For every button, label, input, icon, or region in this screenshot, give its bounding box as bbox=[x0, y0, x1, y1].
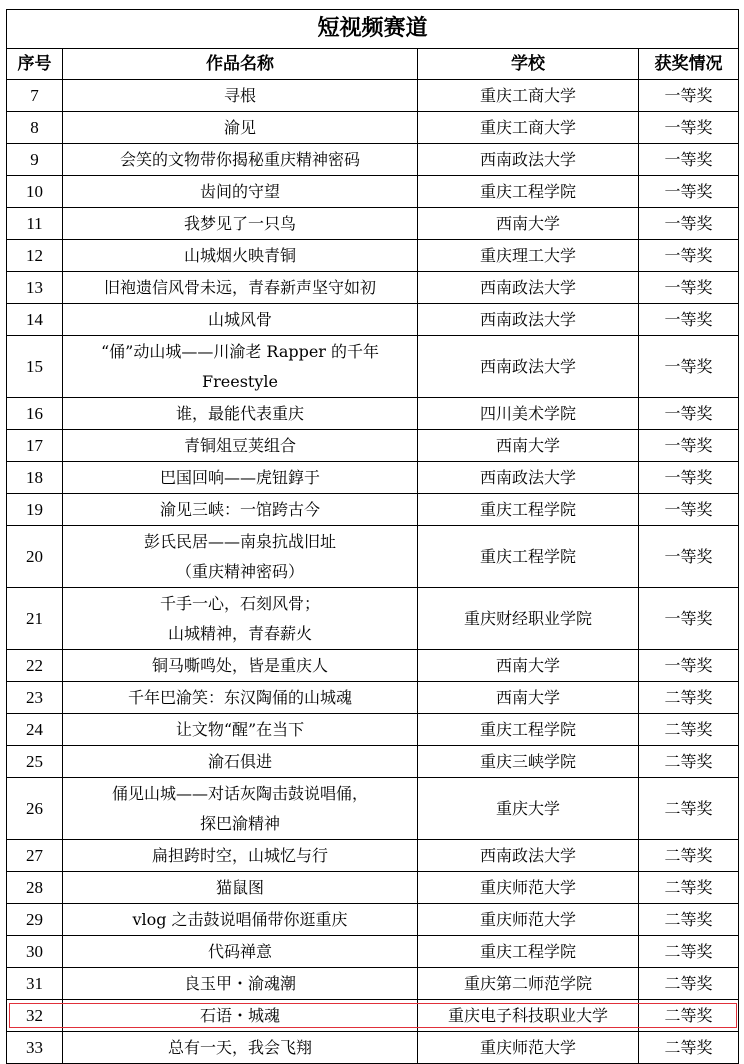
cell-school: 重庆电子科技职业大学 bbox=[418, 1000, 639, 1032]
cell-work bbox=[63, 304, 418, 336]
cell-no: 25 bbox=[7, 746, 63, 778]
cell-award: 二等奖 bbox=[639, 778, 739, 840]
cell-school: 重庆工程学院 bbox=[418, 494, 639, 526]
cell-work bbox=[63, 936, 418, 968]
work-line: vlog 之击鼓说唱俑带你逛重庆 bbox=[132, 909, 348, 929]
cell-school: 西南政法大学 bbox=[418, 336, 639, 398]
table-row bbox=[7, 588, 739, 650]
cell-no: 8 bbox=[7, 112, 63, 144]
cell-no: 19 bbox=[7, 494, 63, 526]
cell-school: 重庆工程学院 bbox=[418, 526, 639, 588]
work-line: 石语・城魂 bbox=[199, 1005, 280, 1025]
table-row bbox=[7, 336, 739, 398]
work-line: 彭氏民居——南泉抗战旧址 bbox=[143, 531, 336, 551]
cell-no: 28 bbox=[7, 872, 63, 904]
cell-work bbox=[63, 872, 418, 904]
cell-school: 重庆第二师范学院 bbox=[418, 968, 639, 1000]
cell-work bbox=[63, 840, 418, 872]
cell-work bbox=[63, 462, 418, 494]
work-line: Freestyle bbox=[202, 371, 278, 391]
cell-no: 17 bbox=[7, 430, 63, 462]
cell-award: 一等奖 bbox=[639, 588, 739, 650]
table-row bbox=[7, 462, 739, 494]
cell-no: 10 bbox=[7, 176, 63, 208]
table-row bbox=[7, 650, 739, 682]
cell-no: 30 bbox=[7, 936, 63, 968]
cell-award: 二等奖 bbox=[639, 872, 739, 904]
work-line: 代码禅意 bbox=[207, 941, 272, 961]
cell-no: 33 bbox=[7, 1032, 63, 1064]
cell-work bbox=[63, 682, 418, 714]
table-row bbox=[7, 398, 739, 430]
work-line: 扁担跨时空，山城忆与行 bbox=[151, 845, 328, 865]
table-row bbox=[7, 1032, 739, 1064]
cell-award: 二等奖 bbox=[639, 714, 739, 746]
cell-school: 重庆三峡学院 bbox=[418, 746, 639, 778]
cell-school: 重庆工程学院 bbox=[418, 936, 639, 968]
cell-school: 西南政法大学 bbox=[418, 462, 639, 494]
cell-no: 24 bbox=[7, 714, 63, 746]
work-line: 我梦见了一只鸟 bbox=[183, 213, 296, 233]
cell-no: 23 bbox=[7, 682, 63, 714]
work-line: 千手一心，石刻风骨； bbox=[159, 593, 320, 613]
cell-school: 西南政法大学 bbox=[418, 840, 639, 872]
work-line: 寻根 bbox=[223, 85, 256, 105]
cell-no: 14 bbox=[7, 304, 63, 336]
cell-work bbox=[63, 650, 418, 682]
cell-no: 7 bbox=[7, 80, 63, 112]
work-line: 让文物“醒”在当下 bbox=[175, 719, 305, 739]
table-row bbox=[7, 430, 739, 462]
work-line: 俑见山城——对话灰陶击鼓说唱俑， bbox=[111, 783, 368, 803]
cell-school: 重庆工程学院 bbox=[418, 714, 639, 746]
cell-award: 二等奖 bbox=[639, 1000, 739, 1032]
work-line: 会笑的文物带你揭秘重庆精神密码 bbox=[119, 149, 360, 169]
cell-no: 15 bbox=[7, 336, 63, 398]
table-row bbox=[7, 778, 739, 840]
cell-award: 一等奖 bbox=[639, 112, 739, 144]
cell-work bbox=[63, 526, 418, 588]
table-row bbox=[7, 304, 739, 336]
awards-table-container bbox=[6, 9, 738, 1064]
work-line: 巴国回响——虎钮錞于 bbox=[159, 467, 320, 487]
table-row bbox=[7, 904, 739, 936]
cell-work bbox=[63, 1000, 418, 1032]
cell-award: 一等奖 bbox=[639, 494, 739, 526]
work-line: 旧袍遗信风骨未远，青春新声坚守如初 bbox=[103, 277, 376, 297]
cell-no: 9 bbox=[7, 144, 63, 176]
table-row bbox=[7, 840, 739, 872]
cell-award: 一等奖 bbox=[639, 240, 739, 272]
work-line: 千年巴渝笑：东汉陶俑的山城魂 bbox=[127, 687, 352, 707]
table-title: 短视频赛道 bbox=[7, 10, 739, 49]
work-line: （重庆精神密码） bbox=[175, 561, 304, 581]
table-row bbox=[7, 936, 739, 968]
cell-award: 一等奖 bbox=[639, 304, 739, 336]
header-award: 获奖情况 bbox=[639, 49, 739, 80]
cell-school: 重庆师范大学 bbox=[418, 872, 639, 904]
cell-work bbox=[63, 904, 418, 936]
cell-award: 二等奖 bbox=[639, 936, 739, 968]
cell-no: 20 bbox=[7, 526, 63, 588]
cell-school: 重庆师范大学 bbox=[418, 904, 639, 936]
cell-school: 重庆大学 bbox=[418, 778, 639, 840]
cell-award: 一等奖 bbox=[639, 208, 739, 240]
cell-work bbox=[63, 398, 418, 430]
cell-work bbox=[63, 968, 418, 1000]
awards-table bbox=[6, 9, 739, 1064]
cell-no: 11 bbox=[7, 208, 63, 240]
header-no: 序号 bbox=[7, 49, 63, 80]
table-row bbox=[7, 208, 739, 240]
cell-school: 西南政法大学 bbox=[418, 272, 639, 304]
work-line: 谁，最能代表重庆 bbox=[175, 403, 304, 423]
work-line: 渝见三峡：一馆跨古今 bbox=[159, 499, 320, 519]
table-row bbox=[7, 176, 739, 208]
cell-work bbox=[63, 208, 418, 240]
work-line: 渝石俱进 bbox=[207, 751, 272, 771]
cell-school: 四川美术学院 bbox=[418, 398, 639, 430]
cell-school: 西南大学 bbox=[418, 650, 639, 682]
cell-award: 二等奖 bbox=[639, 746, 739, 778]
cell-award: 二等奖 bbox=[639, 682, 739, 714]
cell-school: 重庆理工大学 bbox=[418, 240, 639, 272]
table-row bbox=[7, 968, 739, 1000]
cell-award: 二等奖 bbox=[639, 968, 739, 1000]
work-line: 渝见 bbox=[223, 117, 256, 137]
cell-work bbox=[63, 714, 418, 746]
work-line: 铜马嘶鸣处，皆是重庆人 bbox=[151, 655, 328, 675]
table-row bbox=[7, 872, 739, 904]
cell-award: 一等奖 bbox=[639, 650, 739, 682]
cell-award: 一等奖 bbox=[639, 398, 739, 430]
cell-work bbox=[63, 240, 418, 272]
work-line: “俑”动山城——川渝老 Rapper 的千年 bbox=[100, 341, 380, 361]
cell-school: 重庆财经职业学院 bbox=[418, 588, 639, 650]
cell-no: 32 bbox=[7, 1000, 63, 1032]
cell-school: 西南大学 bbox=[418, 430, 639, 462]
cell-no: 27 bbox=[7, 840, 63, 872]
cell-award: 一等奖 bbox=[639, 336, 739, 398]
work-line: 总有一天，我会飞翔 bbox=[167, 1037, 312, 1057]
cell-school: 重庆工程学院 bbox=[418, 176, 639, 208]
cell-no: 31 bbox=[7, 968, 63, 1000]
table-row bbox=[7, 714, 739, 746]
work-line: 猫鼠图 bbox=[215, 877, 264, 897]
cell-school: 西南政法大学 bbox=[418, 304, 639, 336]
cell-work bbox=[63, 144, 418, 176]
cell-award: 一等奖 bbox=[639, 272, 739, 304]
cell-award: 一等奖 bbox=[639, 144, 739, 176]
cell-work bbox=[63, 176, 418, 208]
cell-award: 一等奖 bbox=[639, 526, 739, 588]
table-row bbox=[7, 144, 739, 176]
cell-work bbox=[63, 746, 418, 778]
cell-work bbox=[63, 430, 418, 462]
cell-no: 22 bbox=[7, 650, 63, 682]
table-row bbox=[7, 240, 739, 272]
cell-award: 一等奖 bbox=[639, 176, 739, 208]
cell-award: 一等奖 bbox=[639, 430, 739, 462]
cell-no: 12 bbox=[7, 240, 63, 272]
work-line: 山城精神，青春薪火 bbox=[167, 623, 312, 643]
work-line: 山城风骨 bbox=[207, 309, 272, 329]
cell-work bbox=[63, 494, 418, 526]
cell-school: 重庆师范大学 bbox=[418, 1032, 639, 1064]
table-body bbox=[7, 80, 739, 1064]
cell-award: 二等奖 bbox=[639, 904, 739, 936]
work-line: 探巴渝精神 bbox=[199, 813, 280, 833]
table-row bbox=[7, 526, 739, 588]
cell-work bbox=[63, 1032, 418, 1064]
cell-work bbox=[63, 272, 418, 304]
table-row bbox=[7, 112, 739, 144]
cell-no: 29 bbox=[7, 904, 63, 936]
cell-school: 西南大学 bbox=[418, 208, 639, 240]
work-line: 山城烟火映青铜 bbox=[183, 245, 296, 265]
cell-no: 21 bbox=[7, 588, 63, 650]
cell-no: 18 bbox=[7, 462, 63, 494]
cell-no: 16 bbox=[7, 398, 63, 430]
cell-school: 西南政法大学 bbox=[418, 144, 639, 176]
cell-no: 26 bbox=[7, 778, 63, 840]
work-line: 青铜俎豆荚组合 bbox=[183, 435, 296, 455]
work-line: 齿间的守望 bbox=[199, 181, 280, 201]
table-row bbox=[7, 494, 739, 526]
cell-work bbox=[63, 588, 418, 650]
table-row bbox=[7, 272, 739, 304]
cell-award: 二等奖 bbox=[639, 1032, 739, 1064]
cell-work bbox=[63, 336, 418, 398]
work-line: 良玉甲・渝魂潮 bbox=[183, 973, 296, 993]
table-row bbox=[7, 1000, 739, 1032]
cell-no: 13 bbox=[7, 272, 63, 304]
header-school: 学校 bbox=[418, 49, 639, 80]
cell-work bbox=[63, 80, 418, 112]
table-row bbox=[7, 682, 739, 714]
cell-work bbox=[63, 778, 418, 840]
cell-award: 二等奖 bbox=[639, 840, 739, 872]
header-row bbox=[7, 49, 739, 80]
cell-school: 西南大学 bbox=[418, 682, 639, 714]
cell-school: 重庆工商大学 bbox=[418, 80, 639, 112]
cell-award: 一等奖 bbox=[639, 462, 739, 494]
cell-award: 一等奖 bbox=[639, 80, 739, 112]
table-row bbox=[7, 746, 739, 778]
cell-school: 重庆工商大学 bbox=[418, 112, 639, 144]
table-row bbox=[7, 80, 739, 112]
header-work: 作品名称 bbox=[63, 49, 418, 80]
cell-work bbox=[63, 112, 418, 144]
